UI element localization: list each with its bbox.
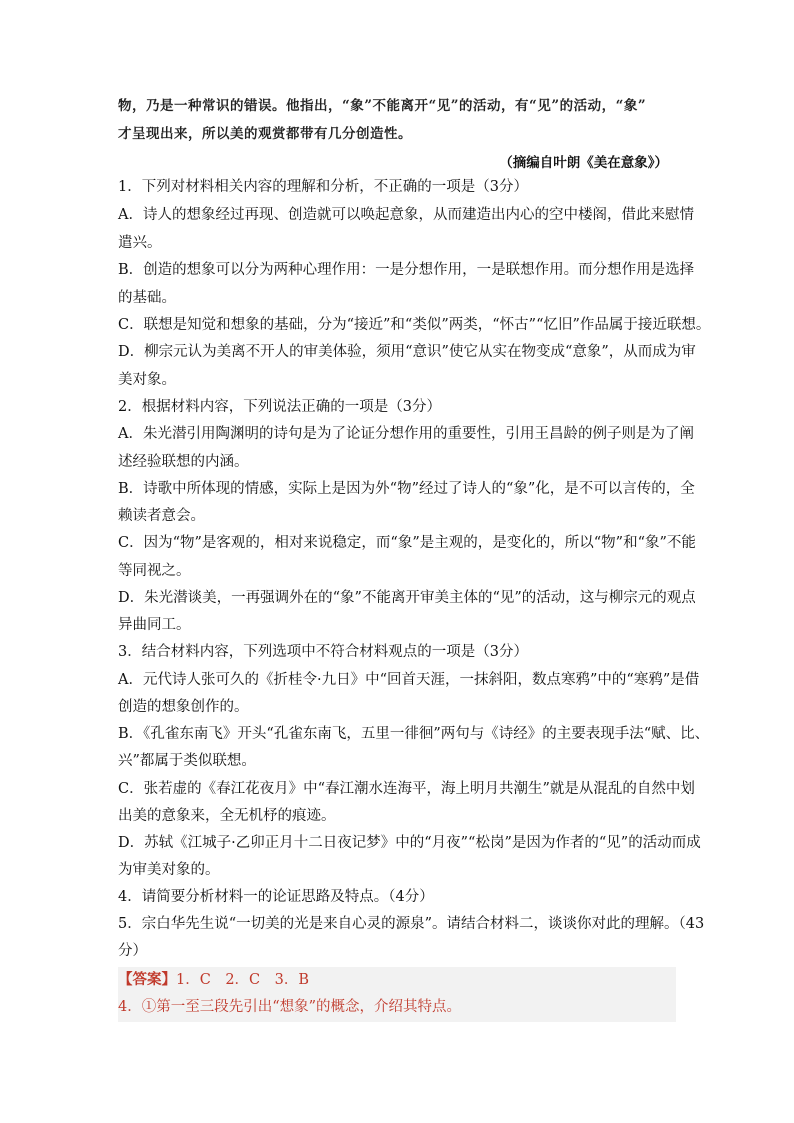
q2-stem: 2．根据材料内容，下列说法正确的一项是（3分）: [118, 399, 441, 415]
q3-option-b: B．《孔雀东南飞》开头“孔雀东南飞，五里一徘徊”两句与《诗经》的主要表现手法“赋、比、: [118, 726, 710, 742]
q3-stem: 3．结合材料内容，下列选项中不符合材料观点的一项是（3分）: [118, 644, 528, 660]
q2-option-b: B．诗歌中所体现的情感，实际上是因为外“物”经过了诗人的“象”化，是不可以言传的，全: [118, 481, 695, 497]
q5-stem-cont: 分）: [118, 943, 147, 959]
q1-option-b: B．创造的想象可以分为两种心理作用：一是分想作用，一是联想作用。而分想作用是选择: [118, 262, 695, 278]
q2-option-c: C．因为“物”是客观的，相对来说稳定，而“象”是主观的，是变化的，所以“物”和“象”不能: [118, 535, 696, 551]
q1-stem: 1．下列对材料相关内容的理解和分析，不正确的一项是（3分）: [118, 179, 528, 195]
q3-option-a-cont: 创造的想象创作的。: [118, 699, 249, 715]
q3-option-c-cont: 出美的意象来，全无机杼的痕迹。: [118, 808, 336, 824]
source-citation: （摘编自叶朗《美在意象》）: [499, 155, 668, 171]
answer-choices: 1．C 2．C 3．B: [176, 972, 310, 988]
q4-stem: 4．请简要分析材料一的论证思路及特点。（4分）: [118, 889, 434, 905]
q5-stem: 5．宗白华先生说“一切美的光是来自心灵的源泉”。请结合材料二，谈谈你对此的理解。（43: [118, 916, 705, 932]
answer-line-2: 4．①第一至三段先引出“想象”的概念，介绍其特点。: [118, 999, 462, 1015]
intro-line-1: 物，乃是一种常识的错误。他指出，“象”不能离开“见”的活动，有“见”的活动，“象”: [118, 98, 647, 114]
q3-option-b-cont: 兴”都属于类似联想。: [118, 753, 256, 769]
q1-option-c: C．联想是知觉和想象的基础，分为“接近”和“类似”两类，“怀古”“忆旧”作品属于接近联想。: [118, 317, 711, 333]
q1-option-a: A．诗人的想象经过再现、创造就可以唤起意象，从而建造出内心的空中楼阁，借此来慰情: [118, 207, 694, 223]
q1-option-a-cont: 遣兴。: [118, 235, 162, 251]
q3-option-a: A．元代诗人张可久的《折桂令·九日》中“回首天涯，一抹斜阳，数点寒鸦”中的“寒鸦”是借: [118, 672, 700, 688]
q1-option-b-cont: 的基础。: [118, 290, 176, 306]
q3-option-d: D．苏轼《江城子·乙卯正月十二日夜记梦》中的“月夜”“松岗”是因为作者的“见”的活动而成: [118, 835, 701, 851]
q2-option-a: A．朱光潜引用陶渊明的诗句是为了论证分想作用的重要性，引用王昌龄的例子则是为了阐: [118, 426, 694, 442]
answer-line-1: [118, 970, 678, 990]
q2-option-d-cont: 异曲同工。: [118, 617, 191, 633]
q2-option-d: D．朱光潜谈美，一再强调外在的“象”不能离开审美主体的“见”的活动，这与柳宗元的观点: [118, 590, 696, 606]
q1-option-d: D．柳宗元认为美离不开人的审美体验，须用“意识”使它从实在物变成“意象”，从而成为审: [118, 344, 696, 360]
answer-tag: 【答案】: [118, 971, 176, 988]
q2-option-b-cont: 赖读者意会。: [118, 508, 205, 524]
q2-option-a-cont: 述经验联想的内涵。: [118, 454, 249, 470]
intro-line-2: 才呈现出来，所以美的观赏都带有几分创造性。: [118, 126, 412, 142]
q1-option-d-cont: 美对象。: [118, 372, 176, 388]
q3-option-d-cont: 为审美对象的。: [118, 862, 220, 878]
q2-option-c-cont: 等同视之。: [118, 563, 191, 579]
q3-option-c: C．张若虚的《春江花夜月》中“春江潮水连海平，海上明月共潮生”就是从混乱的自然中划: [118, 781, 695, 797]
